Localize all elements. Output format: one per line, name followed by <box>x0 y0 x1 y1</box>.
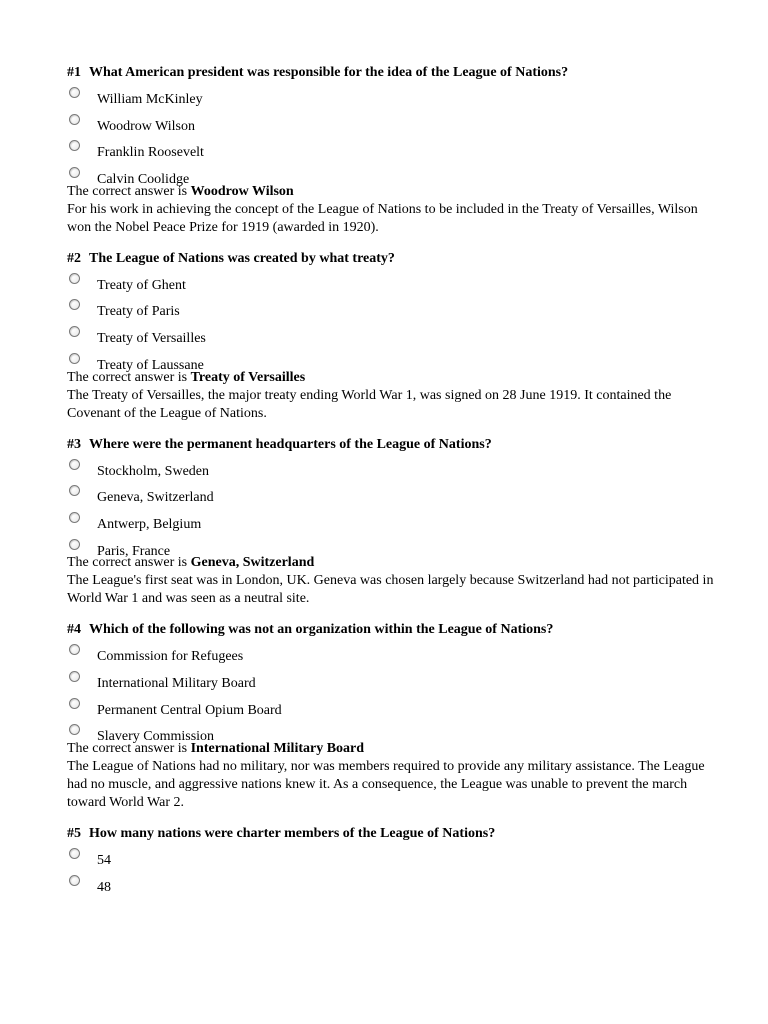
answer-option[interactable] <box>67 639 707 666</box>
radio-button[interactable] <box>69 512 80 523</box>
correct-answer: Woodrow Wilson <box>190 183 294 199</box>
correct-answer-prefix: The correct answer is <box>67 183 191 199</box>
correct-answer-prefix: The correct answer is <box>67 369 191 385</box>
option-label: 48 <box>97 879 111 895</box>
answer-option[interactable] <box>67 454 707 481</box>
answer-option[interactable] <box>67 348 707 375</box>
correct-answer-prefix: The correct answer is <box>67 741 191 756</box>
option-label: 54 <box>97 853 111 868</box>
answer-explanation: The Treaty of Versailles, the major treaty ending World War 1, was signed on 28 June 1919. It contained the Covenant of the League of Nations. <box>67 387 672 421</box>
question-text: What American president was responsible for the idea of the League of Nations? <box>89 65 569 80</box>
option-label: Slavery Commission <box>97 729 215 745</box>
quiz-document <box>67 64 714 909</box>
question-header <box>67 436 707 454</box>
option-label: Stockholm, Sweden <box>97 463 209 479</box>
radio-button[interactable] <box>69 140 80 151</box>
answer-options <box>67 843 707 896</box>
option-label: William McKinley <box>97 92 203 107</box>
answer-option[interactable] <box>67 693 707 720</box>
answer-options <box>67 268 707 375</box>
correct-answer: Treaty of Versailles <box>190 369 306 385</box>
question-number: #2 <box>67 250 81 266</box>
answer-options <box>67 454 707 561</box>
option-label: Treaty of Versailles <box>97 331 206 347</box>
question-block-1 <box>67 64 707 237</box>
option-label: Geneva, Switzerland <box>97 490 214 506</box>
radio-button[interactable] <box>69 671 80 682</box>
radio-button[interactable] <box>69 299 80 310</box>
option-label: Franklin Roosevelt <box>97 145 204 161</box>
option-label: Woodrow Wilson <box>97 118 195 134</box>
answer-explanation: The League of Nations had no military, nor was members required to provide any military assistance. The League had no muscle, and aggressive nations knew it. As a consequence, the League was unable to prevent the march toward World War 2. <box>67 759 705 810</box>
option-label: Antwerp, Belgium <box>97 516 202 532</box>
question-number: #5 <box>67 826 81 841</box>
question-text: How many nations were charter members of the League of Nations? <box>89 826 496 841</box>
answer-option[interactable] <box>67 666 707 693</box>
answer-explanation: For his work in achieving the concept of the League of Nations to be included in the Treaty of Versailles, Wilson won the Nobel Peace Prize for 1919 (awarded in 1920). <box>67 201 698 235</box>
question-block-4 <box>67 621 707 812</box>
question-number: #3 <box>67 436 81 452</box>
option-label: Paris, France <box>97 543 171 559</box>
answer-option[interactable] <box>67 870 707 897</box>
answer-option[interactable] <box>67 480 707 507</box>
radio-button[interactable] <box>69 353 80 364</box>
question-text: The League of Nations was created by what treaty? <box>89 250 395 266</box>
option-label: International Military Board <box>97 675 256 691</box>
radio-button[interactable] <box>69 326 80 337</box>
answer-explanation: The League's first seat was in London, UK. Geneva was chosen largely because Switzerland had not participated in World War 1 and was seen as a neutral site. <box>67 573 714 607</box>
correct-answer: International Military Board <box>190 741 365 756</box>
radio-button[interactable] <box>69 459 80 470</box>
option-label: Treaty of Paris <box>97 304 180 320</box>
option-label: Permanent Central Opium Board <box>97 702 282 718</box>
answer-option[interactable] <box>67 162 707 189</box>
correct-answer-prefix: The correct answer is <box>67 555 191 571</box>
answer-option[interactable] <box>67 109 707 136</box>
option-label: Treaty of Ghent <box>97 277 186 293</box>
answer-option[interactable] <box>67 719 707 746</box>
radio-button[interactable] <box>69 485 80 496</box>
radio-button[interactable] <box>69 114 80 125</box>
answer-option[interactable] <box>67 294 707 321</box>
question-header <box>67 621 707 639</box>
correct-answer: Geneva, Switzerland <box>190 555 315 571</box>
radio-button[interactable] <box>69 167 80 178</box>
answer-option[interactable] <box>67 843 707 870</box>
question-block-2 <box>67 250 707 423</box>
question-text: Where were the permanent headquarters of the League of Nations? <box>89 436 492 452</box>
question-number: #4 <box>67 622 81 638</box>
answer-option[interactable] <box>67 135 707 162</box>
option-label: Commission for Refugees <box>97 649 244 665</box>
radio-button[interactable] <box>69 539 80 550</box>
answer-option[interactable] <box>67 82 707 109</box>
radio-button[interactable] <box>69 875 80 886</box>
answer-option[interactable] <box>67 268 707 295</box>
answer-option[interactable] <box>67 507 707 534</box>
option-label: Treaty of Laussane <box>97 357 204 373</box>
radio-button[interactable] <box>69 273 80 284</box>
question-header <box>67 64 707 82</box>
question-header <box>67 250 707 268</box>
question-text: Which of the following was not an organization within the League of Nations? <box>89 622 554 638</box>
question-header <box>67 825 707 843</box>
question-number: #1 <box>67 65 81 80</box>
radio-button[interactable] <box>69 848 80 859</box>
answer-option[interactable] <box>67 534 707 561</box>
option-label: Calvin Coolidge <box>97 172 190 188</box>
answer-options <box>67 639 707 746</box>
question-block-3 <box>67 436 714 609</box>
answer-option[interactable] <box>67 321 707 348</box>
radio-button[interactable] <box>69 87 80 98</box>
radio-button[interactable] <box>69 698 80 709</box>
answer-options <box>67 82 707 189</box>
radio-button[interactable] <box>69 644 80 655</box>
radio-button[interactable] <box>69 724 80 735</box>
question-block-5 <box>67 825 707 896</box>
